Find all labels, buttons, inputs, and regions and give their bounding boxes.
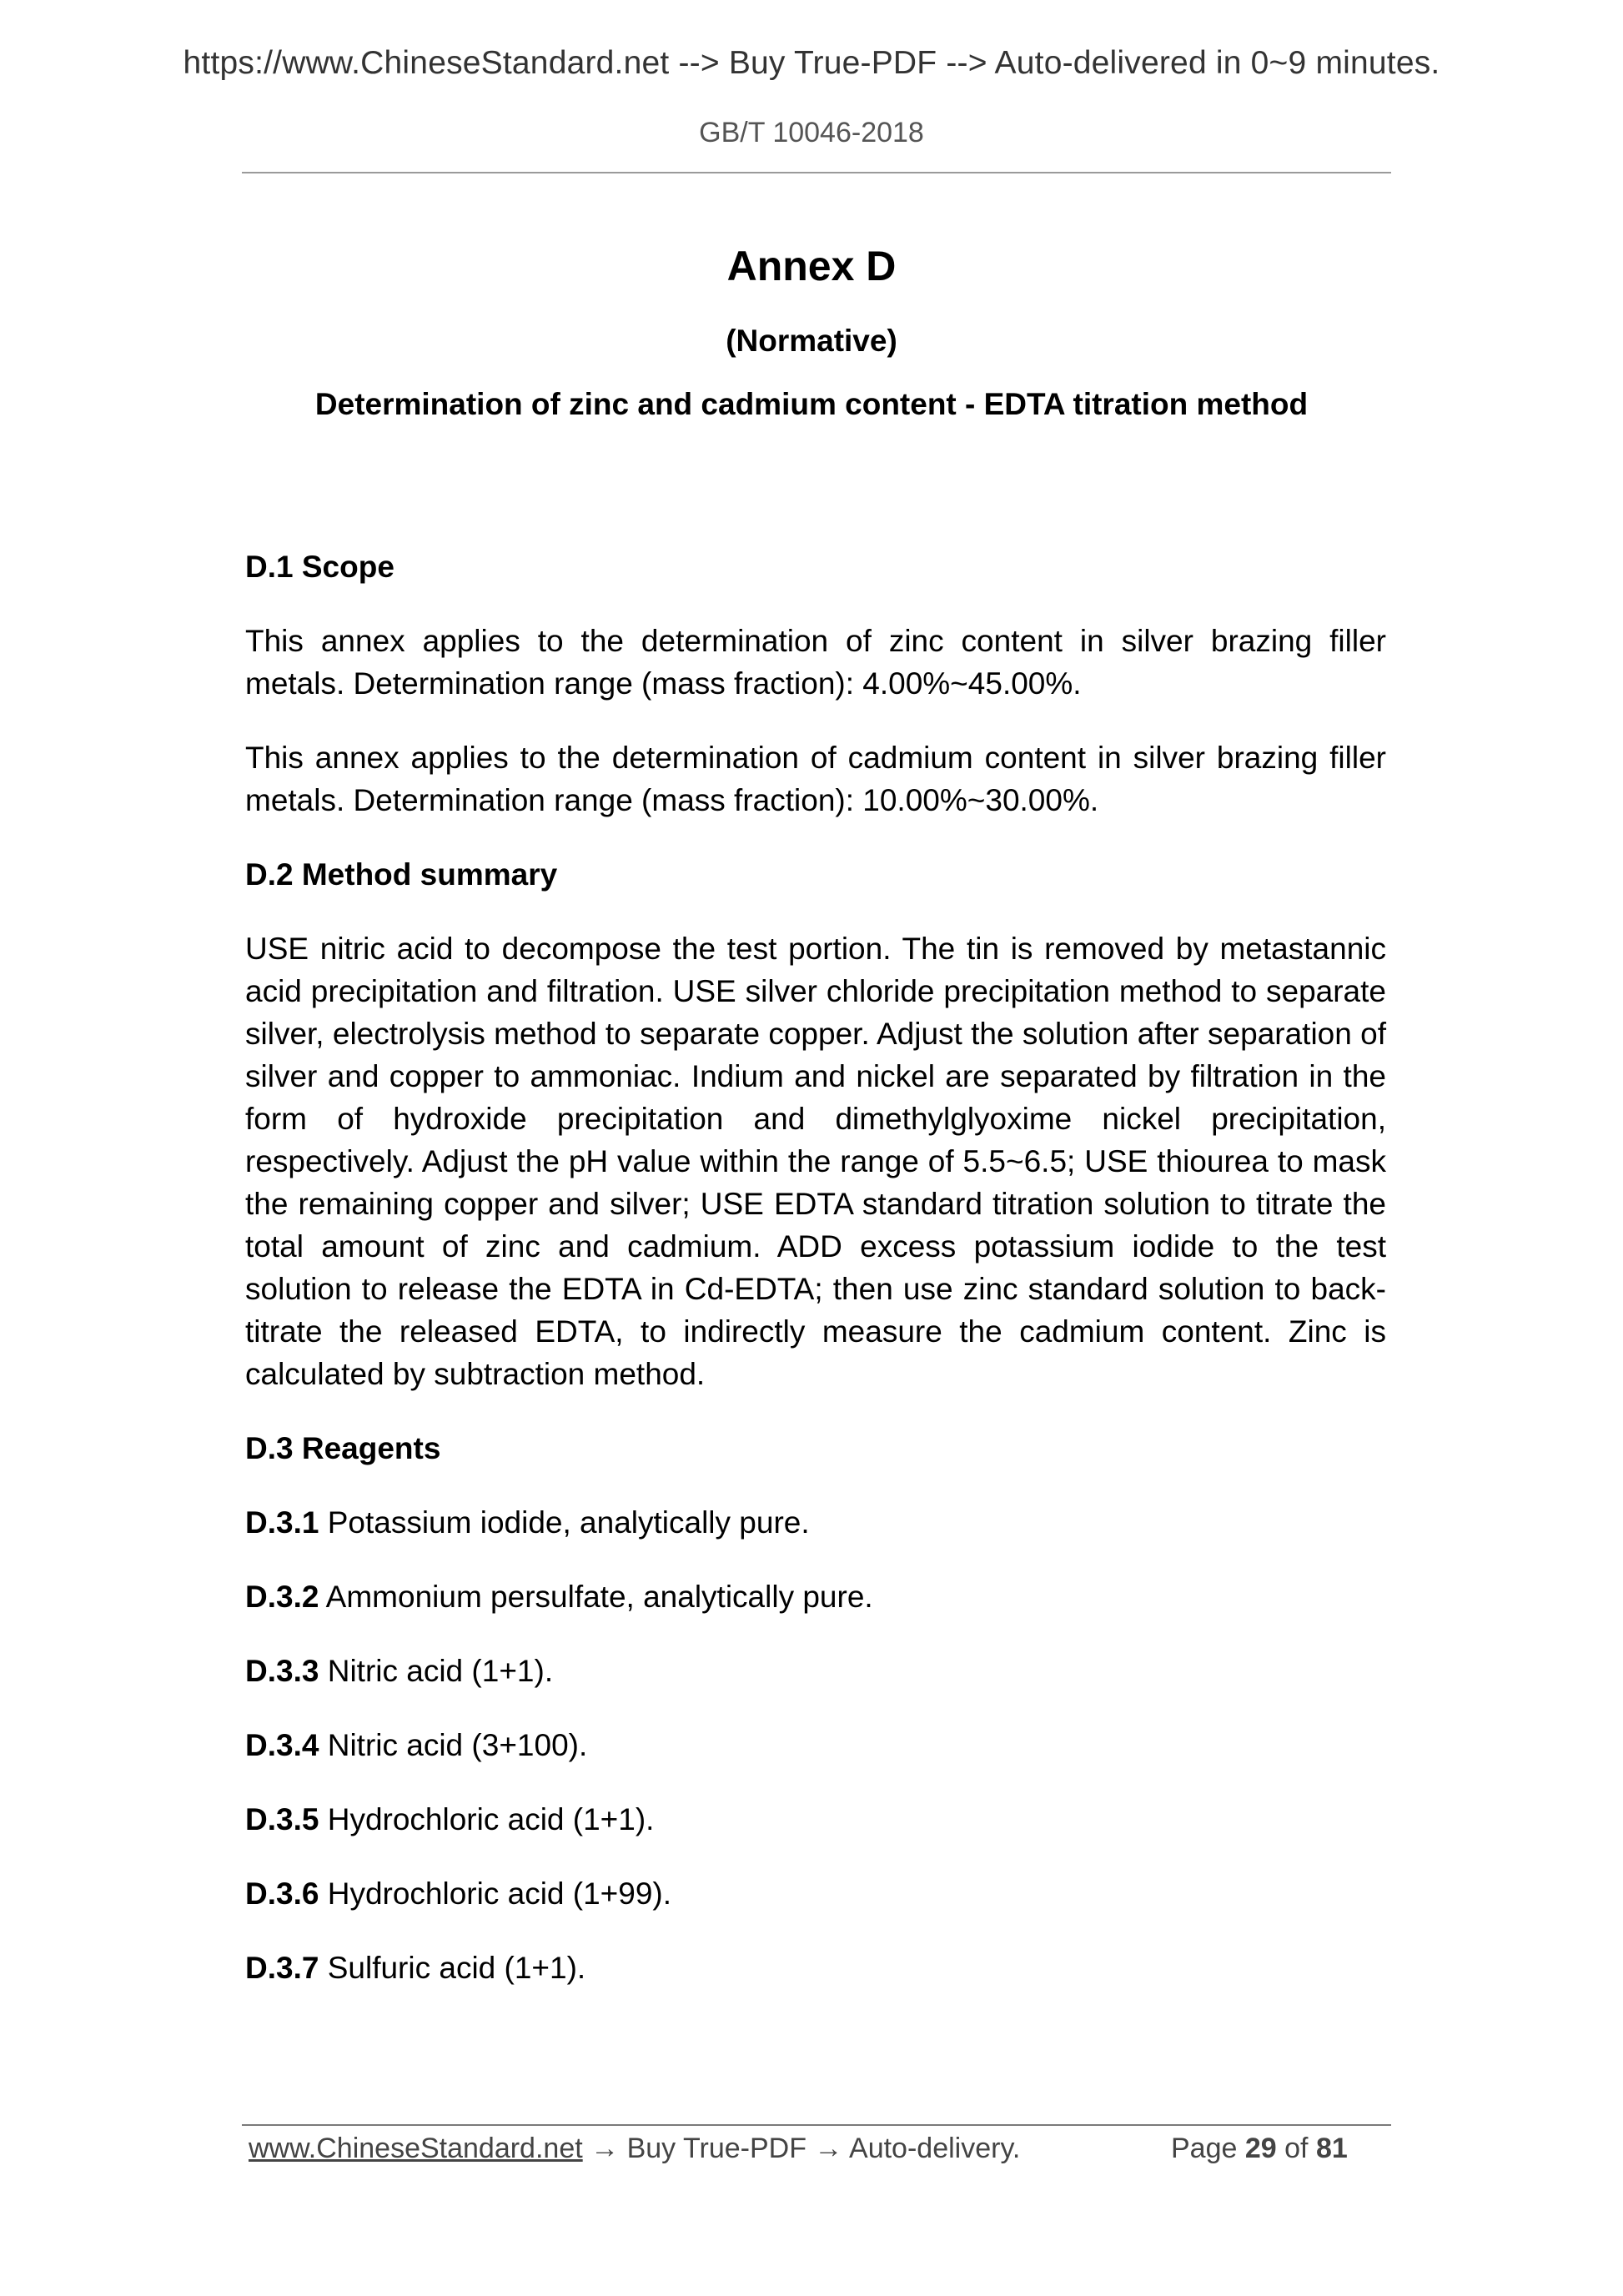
document-body [245,545,1386,2021]
header-divider [242,172,1391,173]
reagent-number: D.3.5 [245,1802,319,1836]
reagent-item [245,1872,1386,1915]
page-label: Page [1171,2133,1245,2164]
reagent-item [245,1501,1386,1544]
of-label: of [1276,2133,1316,2164]
arrow-right-icon: → [806,2133,850,2164]
scope-paragraph-zinc: This annex applies to the determination of zinc content in silver brazing filler metals. Determination range (mass fraction): 4.00%~45.00%. [245,624,1386,701]
reagent-number: D.3.4 [245,1728,319,1762]
reagent-text: Hydrochloric acid (1+99). [319,1876,672,1911]
source-banner: https://www.ChineseStandard.net --> Buy True-PDF --> Auto-delivered in 0~9 minutes. [183,45,1440,81]
reagent-text: Sulfuric acid (1+1). [319,1951,586,1985]
method-summary-heading: D.2 Method summary [245,857,558,892]
reagent-number: D.3.1 [245,1505,319,1540]
annex-type: (Normative) [726,324,897,358]
reagent-item [245,1650,1386,1692]
annex-title: Annex D [726,243,897,289]
reagent-number: D.3.2 [245,1580,319,1614]
reagents-heading: D.3 Reagents [245,1431,441,1465]
reagent-text: Nitric acid (1+1). [319,1654,554,1688]
reagent-item [245,1575,1386,1618]
reagent-item [245,1724,1386,1766]
reagent-number: D.3.6 [245,1876,319,1911]
footer-buy-text: Buy True-PDF [626,2133,806,2164]
reagent-number: D.3.3 [245,1654,319,1688]
scope-paragraph-cadmium: This annex applies to the determination of cadmium content in silver brazing filler metals. Determination range (mass fraction): 10.00%~30.00%. [245,741,1386,817]
method-summary-paragraph: USE nitric acid to decompose the test portion. The tin is removed by metastannic acid precipitation and filtration. USE silver chloride precipitation method to separate silver, electrolysis method to separate copper. Adjust the solution after separation of silver and copper to ammoniac. Indium and nickel are separated by filtration in the form of hydroxide precipitation and dimethylglyoxime nickel precipitation, respectively. Adjust the pH value within the range of 5.5~6.5; USE thiourea to mask the remaining copper and silver; USE EDTA standard titration solution to titrate the total amount of zinc and cadmium. ADD excess potassium iodide to the test solution to release the EDTA in Cd-EDTA; then use zinc standard solution to back-titrate the released EDTA, to indirectly measure the cadmium content. Zinc is calculated by subtraction method. [245,932,1386,1391]
footer-delivery-text: Auto-delivery. [849,2133,1021,2164]
footer-divider [242,2124,1391,2126]
reagent-item [245,1947,1386,1989]
footer-site-link[interactable]: www.ChineseStandard.net [249,2133,583,2164]
reagent-item [245,1798,1386,1841]
reagent-text: Hydrochloric acid (1+1). [319,1802,655,1836]
standard-code: GB/T 10046-2018 [699,117,924,148]
reagent-text: Nitric acid (3+100). [319,1728,588,1762]
page-number: 29 [1244,2133,1277,2164]
reagent-text: Ammonium persulfate, analytically pure. [319,1580,873,1614]
reagent-number: D.3.7 [245,1951,319,1985]
scope-heading: D.1 Scope [245,550,394,584]
page-indicator [1171,2133,1348,2165]
footer-promo [249,2133,1020,2165]
annex-subtitle: Determination of zinc and cadmium content - EDTA titration method [314,387,1309,421]
total-pages: 81 [1315,2133,1348,2164]
reagent-text: Potassium iodide, analytically pure. [319,1505,810,1540]
arrow-right-icon: → [582,2133,627,2164]
